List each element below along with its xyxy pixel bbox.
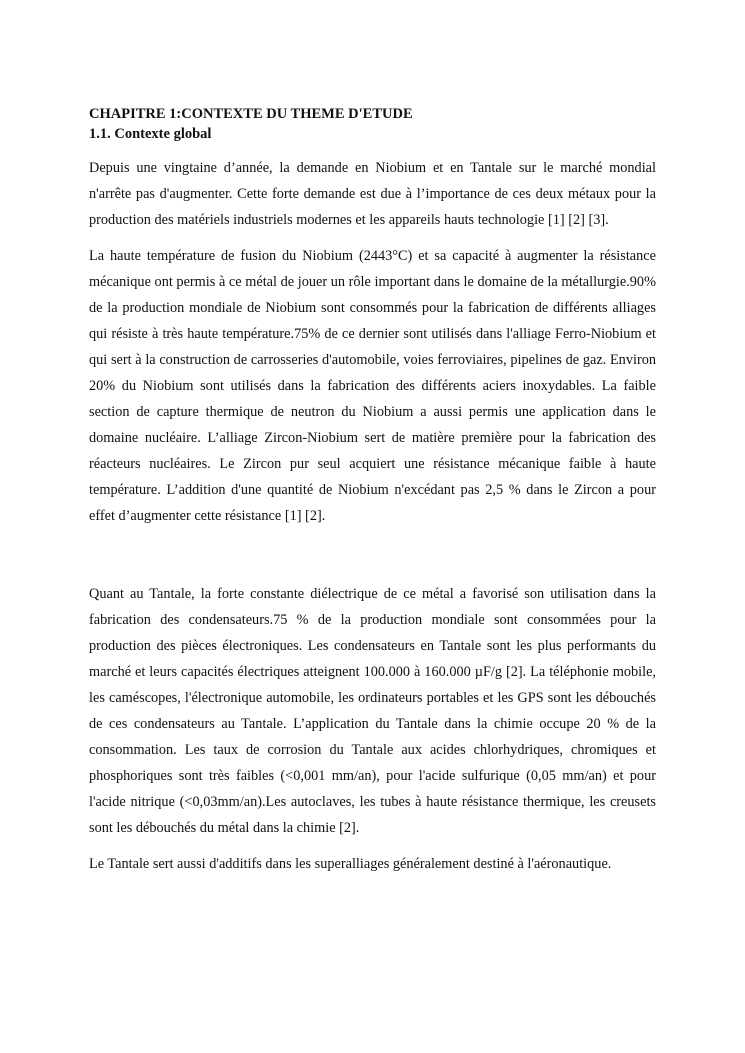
paragraph-demand: Depuis une vingtaine d’année, la demande en Niobium et en Tantale sur le marché mondial n'arrête pas d'augmenter. Cette forte demande est due à l’importance de ces deux métaux pour la production des matériels industriels modernes et les appareils hauts technologie [1] [2] [3]. [89,160,656,228]
blank-space [89,539,656,581]
document-page [89,104,656,887]
paragraph-superalliages: Le Tantale sert aussi d'additifs dans les superalliages généralement destiné à l'aéronautique. [89,856,612,872]
section-title: 1.1. Contexte global [89,126,212,142]
chapter-title: CHAPITRE 1:CONTEXTE DU THEME D'ETUDE [89,106,413,122]
paragraph-niobium: La haute température de fusion du Niobium (2443°C) et sa capacité à augmenter la résistance mécanique ont permis à ce métal de jouer un rôle important dans le domaine de la métallurgie.90% de la production mondiale de Niobium sont consommés pour la fabrication de différents alliages qui résiste à très haute température.75% de ce dernier sont utilisés dans l'alliage Ferro-Niobium et qui sert à la construction de carrosseries d'automobile, voies ferroviaires, pipelines de gaz. Environ 20% du Niobium sont utilisés dans la fabrication des différents aciers inoxydables. La faible section de capture thermique de neutron du Niobium a aussi permis une application dans le domaine nucléaire. L’alliage Zircon-Niobium sert de matière première pour la fabrication des réacteurs nucléaires. Le Zircon pur seul acquiert une résistance mécanique faible à haute température. L’addition d'une quantité de Niobium n'excédant pas 2,5 % dans le Zircon a pour effet d’augmenter cette résistance [1] [2]. [89,248,656,524]
paragraph-tantale: Quant au Tantale, la forte constante diélectrique de ce métal a favorisé son utilisation dans la fabrication des condensateurs.75 % de la production mondiale sont consommées pour la production des pièces électroniques. Les condensateurs en Tantale sont les plus performants du marché et leurs capacités électriques atteignent 100.000 à 160.000 µF/g [2]. La téléphonie mobile, les caméscopes, l'électronique automobile, les ordinateurs portables et les GPS sont les débouchés de ces condensateurs au Tantale. L’application du Tantale dans la chimie occupe 20 % de la consommation. Les taux de corrosion du Tantale aux acides chlorhydriques, chromiques et phosphoriques sont très faibles (<0,001 mm/an), pour l'acide sulfurique (0,05 mm/an) et pour l'acide nitrique (<0,03mm/an).Les autoclaves, les tubes à haute résistance thermique, les creusets sont les débouchés du métal dans la chimie [2]. [89,586,656,836]
